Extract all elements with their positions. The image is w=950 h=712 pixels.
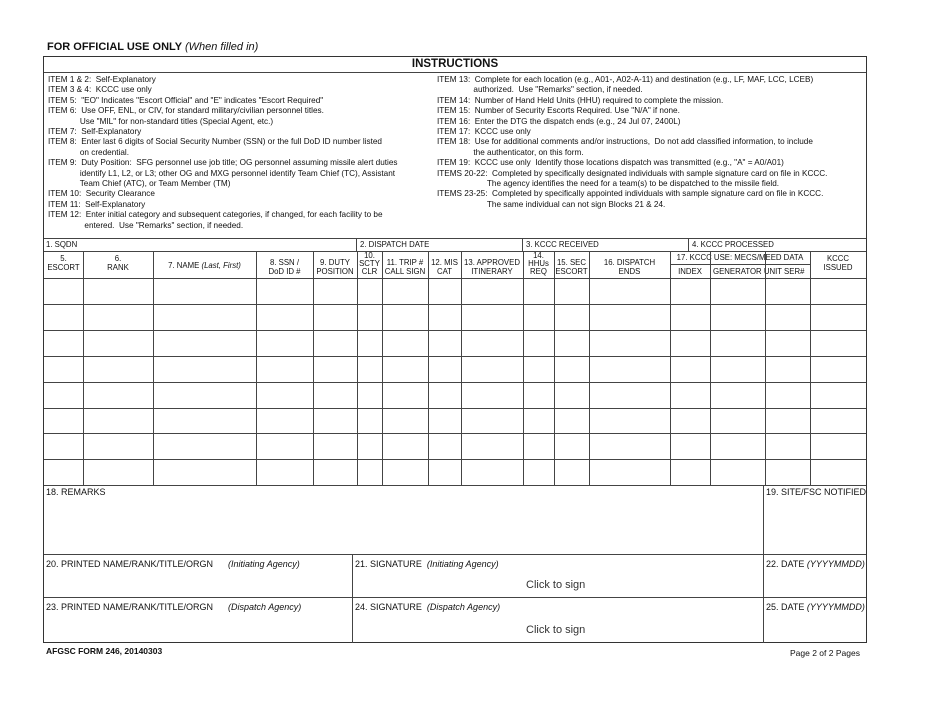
instruction-line: ITEM 10: Security Clearance (48, 189, 155, 199)
fouo-title: FOR OFFICIAL USE ONLY (47, 41, 182, 53)
column-divider (461, 251, 462, 485)
instructions-left (48, 75, 397, 231)
instruction-line: entered. Use "Remarks" section, if needed. (48, 220, 244, 230)
date-dispatch-label: 25. DATE (766, 602, 805, 612)
signature-initiating-note: (Initiating Agency) (426, 559, 499, 569)
row-divider (44, 356, 866, 357)
printed-name-initiating (46, 559, 300, 569)
row-divider (44, 459, 866, 460)
instruction-line: The same individual can not sign Blocks 21 & 24. (437, 199, 666, 209)
instruction-line: Use "MIL" for non-standard titles (Special Agent, etc.) (48, 116, 274, 126)
instruction-line: ITEM 1 & 2: Self-Explanatory (48, 75, 156, 84)
col-hhus: 14. HHUs REQ (528, 251, 549, 277)
instructions-right (437, 75, 827, 210)
instruction-line: ITEM 3 & 4: KCCC use only (48, 85, 152, 95)
kccc-processed-label: 4. KCCC PROCESSED (692, 240, 774, 249)
divider (763, 485, 764, 643)
col-trip: 11. TRIP # CALL SIGN (384, 258, 426, 276)
instruction-line: Team Chief (ATC), or Team Member (TM) (48, 179, 231, 189)
col-duty: 9. DUTY POSITION (316, 258, 354, 276)
date-initiating-label: 22. DATE (766, 559, 805, 569)
column-divider (313, 251, 314, 485)
site-notified-label: 19. SITE/FSC NOTIFIED (766, 487, 867, 497)
row-divider (44, 433, 866, 434)
col-name-note: (Last, First) (201, 261, 241, 270)
date-initiating (766, 559, 865, 569)
instruction-line: ITEM 8: Enter last 6 digits of Social Security Number (SSN) or the full DoD ID number listed (48, 137, 382, 147)
instruction-line: The agency identifies the need for a team(s) to be dispatched to the missile field. (437, 179, 780, 189)
instruction-line: ITEMS 23-25: Completed by specifically appointed individuals with sample signature card on file in KCCC. (437, 189, 824, 199)
col-name (153, 261, 256, 270)
instruction-line: ITEM 13: Complete for each location (e.g., A01-, A02-A-11) and destination (e.g., LF, MAF, LCC, LCEB) (437, 75, 814, 84)
instruction-line: ITEM 11: Self-Explanatory (48, 199, 146, 209)
kccc-received-label: 3. KCCC RECEIVED (526, 240, 599, 249)
col-kccc-use: 17. KCCC USE: MECS/MEED DATA (676, 253, 804, 262)
instruction-line: ITEM 6: Use OFF, ENL, or CIV, for standard military/civilian personnel titles. (48, 106, 324, 116)
signature-dispatch-note: (Dispatch Agency) (426, 602, 501, 612)
divider (44, 238, 866, 239)
divider (44, 597, 866, 598)
col-dispatch-ends: 16. DISPATCH ENDS (603, 258, 656, 276)
col-name-label: 7. NAME (168, 261, 200, 270)
page-number: Page 2 of 2 Pages (790, 648, 860, 658)
row-divider (44, 330, 866, 331)
col-ssn: 8. SSN / DoD ID # (268, 258, 301, 276)
column-divider (810, 251, 811, 485)
signature-dispatch (355, 602, 500, 612)
divider (688, 238, 689, 251)
form-id: AFGSC FORM 246, 20140303 (46, 646, 163, 656)
date-initiating-format: (YYYYMMDD) (806, 559, 865, 569)
column-divider (357, 251, 358, 485)
instruction-line: ITEM 14: Number of Hand Held Units (HHU) required to complete the mission. (437, 95, 724, 105)
instruction-line: ITEMS 20-22: Completed by specifically designated individuals with sample signature card on file in KCCC. (437, 168, 828, 178)
column-divider (523, 251, 524, 485)
column-divider (710, 251, 711, 485)
divider (356, 238, 357, 251)
instruction-line: the authenticator, on this form. (437, 147, 584, 157)
instruction-line: ITEM 18: Use for additional comments and/or instructions, Do not add classified information, to include (437, 137, 813, 147)
fouo-header (47, 41, 258, 53)
column-divider (670, 251, 671, 485)
column-divider (83, 251, 84, 485)
instruction-line: ITEM 7: Self-Explanatory (48, 127, 142, 137)
col-generator: GENERATOR UNIT SER# (713, 267, 805, 276)
date-dispatch-format: (YYYYMMDD) (806, 602, 865, 612)
col-itinerary: 13. APPROVED ITINERARY (464, 258, 520, 276)
row-divider (44, 382, 866, 383)
col-index: INDEX (678, 267, 702, 276)
divider (44, 72, 866, 73)
signature-initiating (355, 559, 499, 569)
date-dispatch (766, 602, 865, 612)
divider (44, 485, 866, 486)
col-kccc-issued: KCCC ISSUED (823, 254, 853, 272)
divider (670, 264, 811, 265)
instruction-line: ITEM 15: Number of Security Escorts Required. Use "N/A" if none. (437, 106, 680, 116)
instruction-line: identify L1, L2, or L3; other OG and MXG personnel identify Team Chief (TC), Assistant (48, 168, 396, 178)
sqdn-label: 1. SQDN (46, 240, 78, 249)
divider (44, 554, 866, 555)
column-divider (428, 251, 429, 485)
instructions-title: INSTRUCTIONS (411, 58, 499, 70)
printed-name-initiating-label: 20. PRINTED NAME/RANK/TITLE/ORGN (46, 559, 214, 569)
instruction-line: ITEM 19: KCCC use only Identify those locations dispatch was transmitted (e.g., "A" = A0/A01) (437, 158, 784, 168)
column-divider (382, 251, 383, 485)
col-miscat: 12. MIS CAT (431, 258, 458, 276)
instruction-line: ITEM 16: Enter the DTG the dispatch ends (e.g., 24 Jul 07, 2400L) (437, 116, 681, 126)
divider (352, 554, 353, 643)
dispatch-form (43, 56, 867, 643)
instruction-line: ITEM 12: Enter initial category and subsequent categories, if changed, for each facility to be (48, 210, 383, 220)
column-divider (589, 251, 590, 485)
column-divider (554, 251, 555, 485)
signature-initiating-label: 21. SIGNATURE (355, 559, 422, 569)
col-escort: 5. ESCORT (47, 254, 80, 272)
dispatch-agency-note: (Dispatch Agency) (228, 602, 302, 612)
initiating-agency-note: (Initiating Agency) (228, 559, 300, 569)
fouo-note: (When filled in) (184, 41, 259, 53)
instruction-line: ITEM 9: Duty Position: SFG personnel use job title; OG personnel assuming missile alert duties (48, 158, 398, 168)
column-divider (153, 251, 154, 485)
instruction-line: on credential. (48, 147, 130, 157)
row-divider (44, 278, 866, 279)
instruction-line: ITEM 5: "EO" Indicates "Escort Official" and "E" indicates "Escort Required" (48, 95, 324, 105)
divider (44, 251, 866, 252)
signature-dispatch-label: 24. SIGNATURE (355, 602, 422, 612)
column-divider (256, 251, 257, 485)
printed-name-dispatch-label: 23. PRINTED NAME/RANK/TITLE/ORGN (46, 602, 214, 612)
column-divider (765, 251, 766, 485)
click-to-sign-dispatch[interactable]: Click to sign (526, 624, 586, 636)
row-divider (44, 304, 866, 305)
col-rank: 6. RANK (107, 254, 129, 272)
row-divider (44, 408, 866, 409)
instruction-line: ITEM 17: KCCC use only (437, 127, 531, 137)
instruction-line: authorized. Use "Remarks" section, if needed. (437, 85, 643, 95)
remarks-label: 18. REMARKS (46, 487, 106, 497)
col-sctyclr: 10. SCTY CLR (359, 251, 380, 277)
click-to-sign-initiating[interactable]: Click to sign (526, 579, 586, 591)
divider (522, 238, 523, 251)
dispatch-date-label: 2. DISPATCH DATE (360, 240, 430, 249)
col-secescort: 15. SEC ESCORT (555, 258, 588, 276)
printed-name-dispatch (46, 602, 301, 612)
